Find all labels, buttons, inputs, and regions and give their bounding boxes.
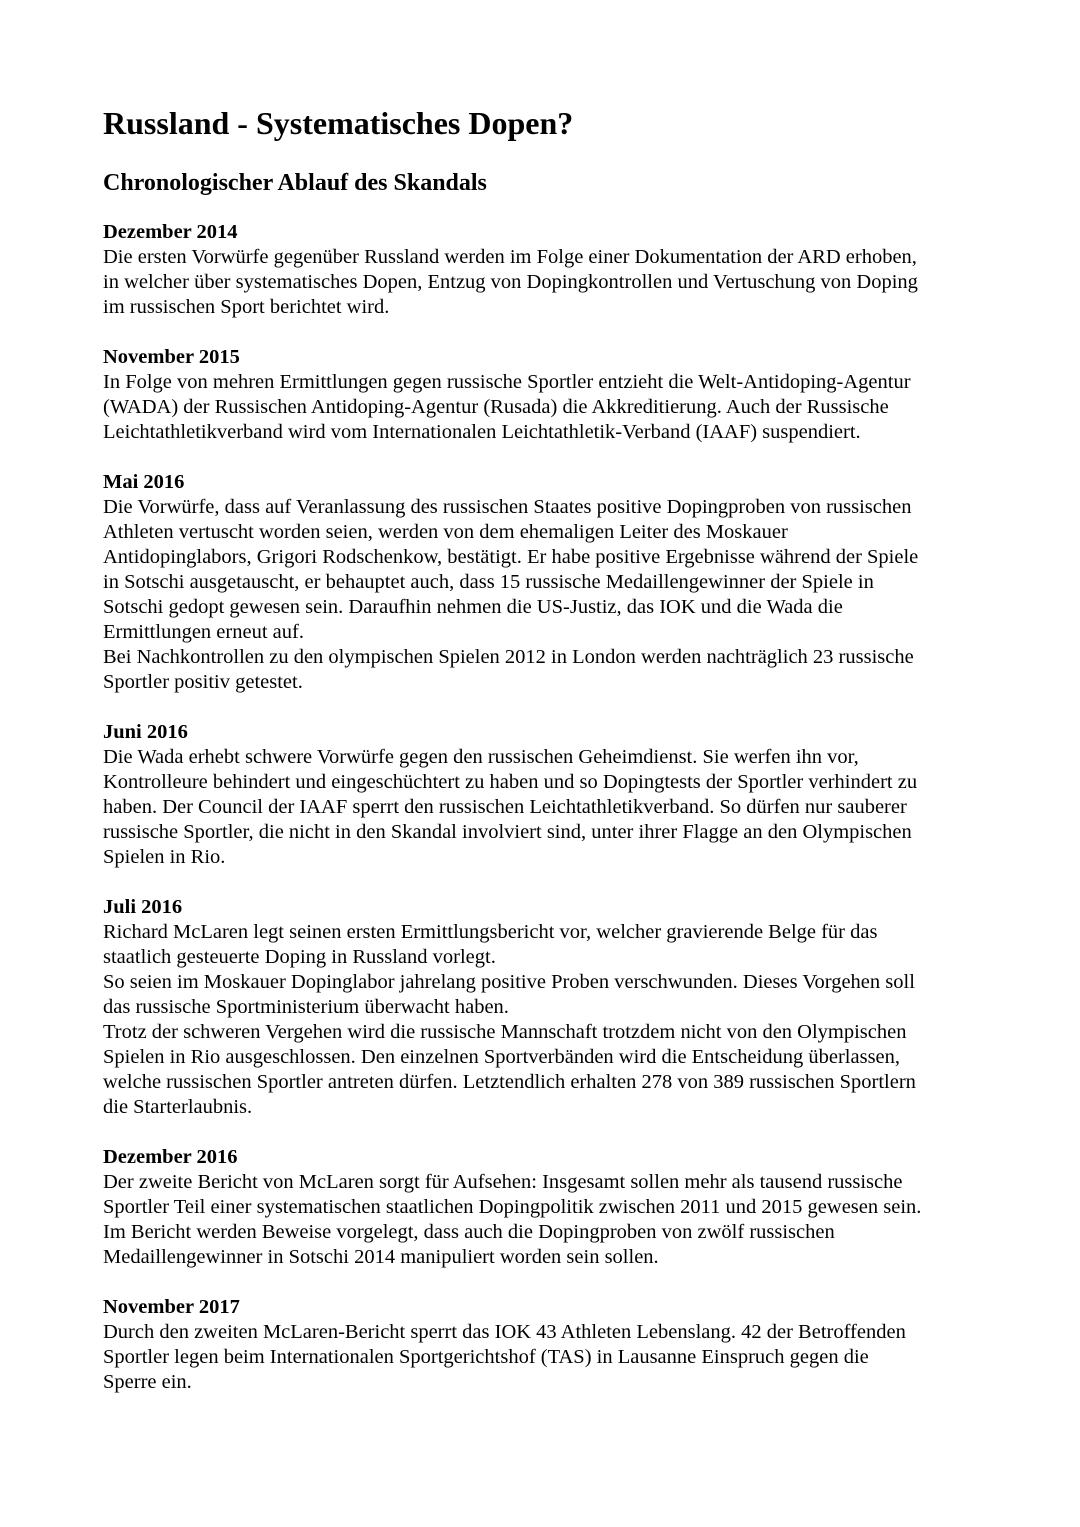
- entry-paragraph: [103, 645, 1003, 695]
- text-line: Sotschi gedopt gewesen sein. Daraufhin nehmen die US-Justiz, das IOK und die Wada die: [103, 596, 843, 618]
- timeline-entries: [103, 220, 1003, 1395]
- text-line: Die Wada erhebt schwere Vorwürfe gegen den russischen Geheimdienst. Sie werfen ihn vor,: [103, 746, 859, 768]
- text-line: So seien im Moskauer Dopinglabor jahrelang positive Proben verschwunden. Dieses Vorgehen soll: [103, 971, 915, 993]
- text-line: Medaillengewinner in Sotschi 2014 manipuliert worden sein sollen.: [103, 1246, 659, 1268]
- entry-paragraph: [103, 1020, 1003, 1120]
- text-line: die Starterlaubnis.: [103, 1096, 253, 1118]
- entry-paragraph: [103, 970, 1003, 1020]
- text-line: Kontrolleure behindert und eingeschüchtert zu haben und so Dopingtests der Sportler verhindert zu: [103, 771, 918, 793]
- text-line: welche russischen Sportler antreten dürfen. Letztendlich erhalten 278 von 389 russischen Sportlern: [103, 1071, 916, 1093]
- entry-date: November 2015: [103, 346, 240, 368]
- timeline-entry: [103, 470, 1003, 695]
- text-line: Der zweite Bericht von McLaren sorgt für Aufsehen: Insgesamt sollen mehr als tausend russische: [103, 1171, 903, 1193]
- text-line: Sportler positiv getestet.: [103, 671, 303, 693]
- entry-date: Juni 2016: [103, 721, 188, 743]
- text-line: Durch den zweiten McLaren-Bericht sperrt das IOK 43 Athleten Lebenslang. 42 der Betroffenden: [103, 1321, 906, 1343]
- text-line: Athleten vertuscht worden seien, werden von dem ehemaligen Leiter des Moskauer: [103, 521, 788, 543]
- entry-paragraph: [103, 1170, 1003, 1270]
- text-line: Richard McLaren legt seinen ersten Ermittlungsbericht vor, welcher gravierende Belge für das: [103, 921, 878, 943]
- text-line: Antidopinglabors, Grigori Rodschenkow, bestätigt. Er habe positive Ergebnisse während der Spiele: [103, 546, 919, 568]
- entry-paragraph: [103, 745, 1003, 870]
- text-line: Sperre ein.: [103, 1371, 192, 1393]
- timeline-entry: [103, 345, 1003, 445]
- entry-date: November 2017: [103, 1296, 240, 1318]
- text-line: Spielen in Rio ausgeschlossen. Den einzelnen Sportverbänden wird die Entscheidung überlassen,: [103, 1046, 901, 1068]
- timeline-entry: [103, 1295, 1003, 1395]
- page-title: Russland - Systematisches Dopen?: [103, 105, 574, 141]
- text-line: Trotz der schweren Vergehen wird die russische Mannschaft trotzdem nicht von den Olympischen: [103, 1021, 907, 1043]
- timeline-entry: [103, 1145, 1003, 1270]
- timeline-entry: [103, 720, 1003, 870]
- text-line: Die Vorwürfe, dass auf Veranlassung des russischen Staates positive Dopingproben von russischen: [103, 496, 912, 518]
- text-line: Spielen in Rio.: [103, 846, 226, 868]
- text-line: Sportler legen beim Internationalen Sportgerichtshof (TAS) in Lausanne Einspruch gegen die: [103, 1346, 869, 1368]
- entry-paragraph: [103, 245, 1003, 320]
- text-line: Im Bericht werden Beweise vorgelegt, dass auch die Dopingproben von zwölf russischen: [103, 1221, 835, 1243]
- text-line: im russischen Sport berichtet wird.: [103, 296, 390, 318]
- entry-date: Dezember 2016: [103, 1146, 238, 1168]
- text-line: Bei Nachkontrollen zu den olympischen Spielen 2012 in London werden nachträglich 23 russische: [103, 646, 914, 668]
- entry-paragraph: [103, 920, 1003, 970]
- entry-paragraph: [103, 495, 1003, 645]
- entry-paragraph: [103, 1320, 1003, 1395]
- entry-date: Dezember 2014: [103, 221, 238, 243]
- text-line: staatlich gesteuerte Doping in Russland vorlegt.: [103, 946, 496, 968]
- text-line: (WADA) der Russischen Antidoping-Agentur (Rusada) die Akkreditierung. Auch der Russische: [103, 396, 889, 418]
- document-page: [103, 100, 1003, 1420]
- text-line: Leichtathletikverband wird vom Internationalen Leichtathletik-Verband (IAAF) suspendiert.: [103, 421, 861, 443]
- text-line: russische Sportler, die nicht in den Skandal involviert sind, unter ihrer Flagge an den Olympischen: [103, 821, 912, 843]
- text-line: Sportler Teil einer systematischen staatlichen Dopingpolitik zwischen 2011 und 2015 gewesen sein.: [103, 1196, 922, 1218]
- text-line: Die ersten Vorwürfe gegenüber Russland werden im Folge einer Dokumentation der ARD erhoben,: [103, 246, 917, 268]
- text-line: in Sotschi ausgetauscht, er behauptet auch, dass 15 russische Medaillengewinner der Spiele in: [103, 571, 874, 593]
- timeline-entry: [103, 220, 1003, 320]
- text-line: haben. Der Council der IAAF sperrt den russischen Leichtathletikverband. So dürfen nur sauberer: [103, 796, 907, 818]
- entry-date: Mai 2016: [103, 471, 185, 493]
- text-line: in welcher über systematisches Dopen, Entzug von Dopingkontrollen und Vertuschung von Doping: [103, 271, 918, 293]
- page-subtitle: Chronologischer Ablauf des Skandals: [103, 170, 487, 196]
- entry-paragraph: [103, 370, 1003, 445]
- text-line: Ermittlungen erneut auf.: [103, 621, 304, 643]
- text-line: In Folge von mehren Ermittlungen gegen russische Sportler entzieht die Welt-Antidoping-Agentur: [103, 371, 911, 393]
- entry-date: Juli 2016: [103, 896, 183, 918]
- timeline-entry: [103, 895, 1003, 1120]
- text-line: das russische Sportministerium überwacht haben.: [103, 996, 509, 1018]
